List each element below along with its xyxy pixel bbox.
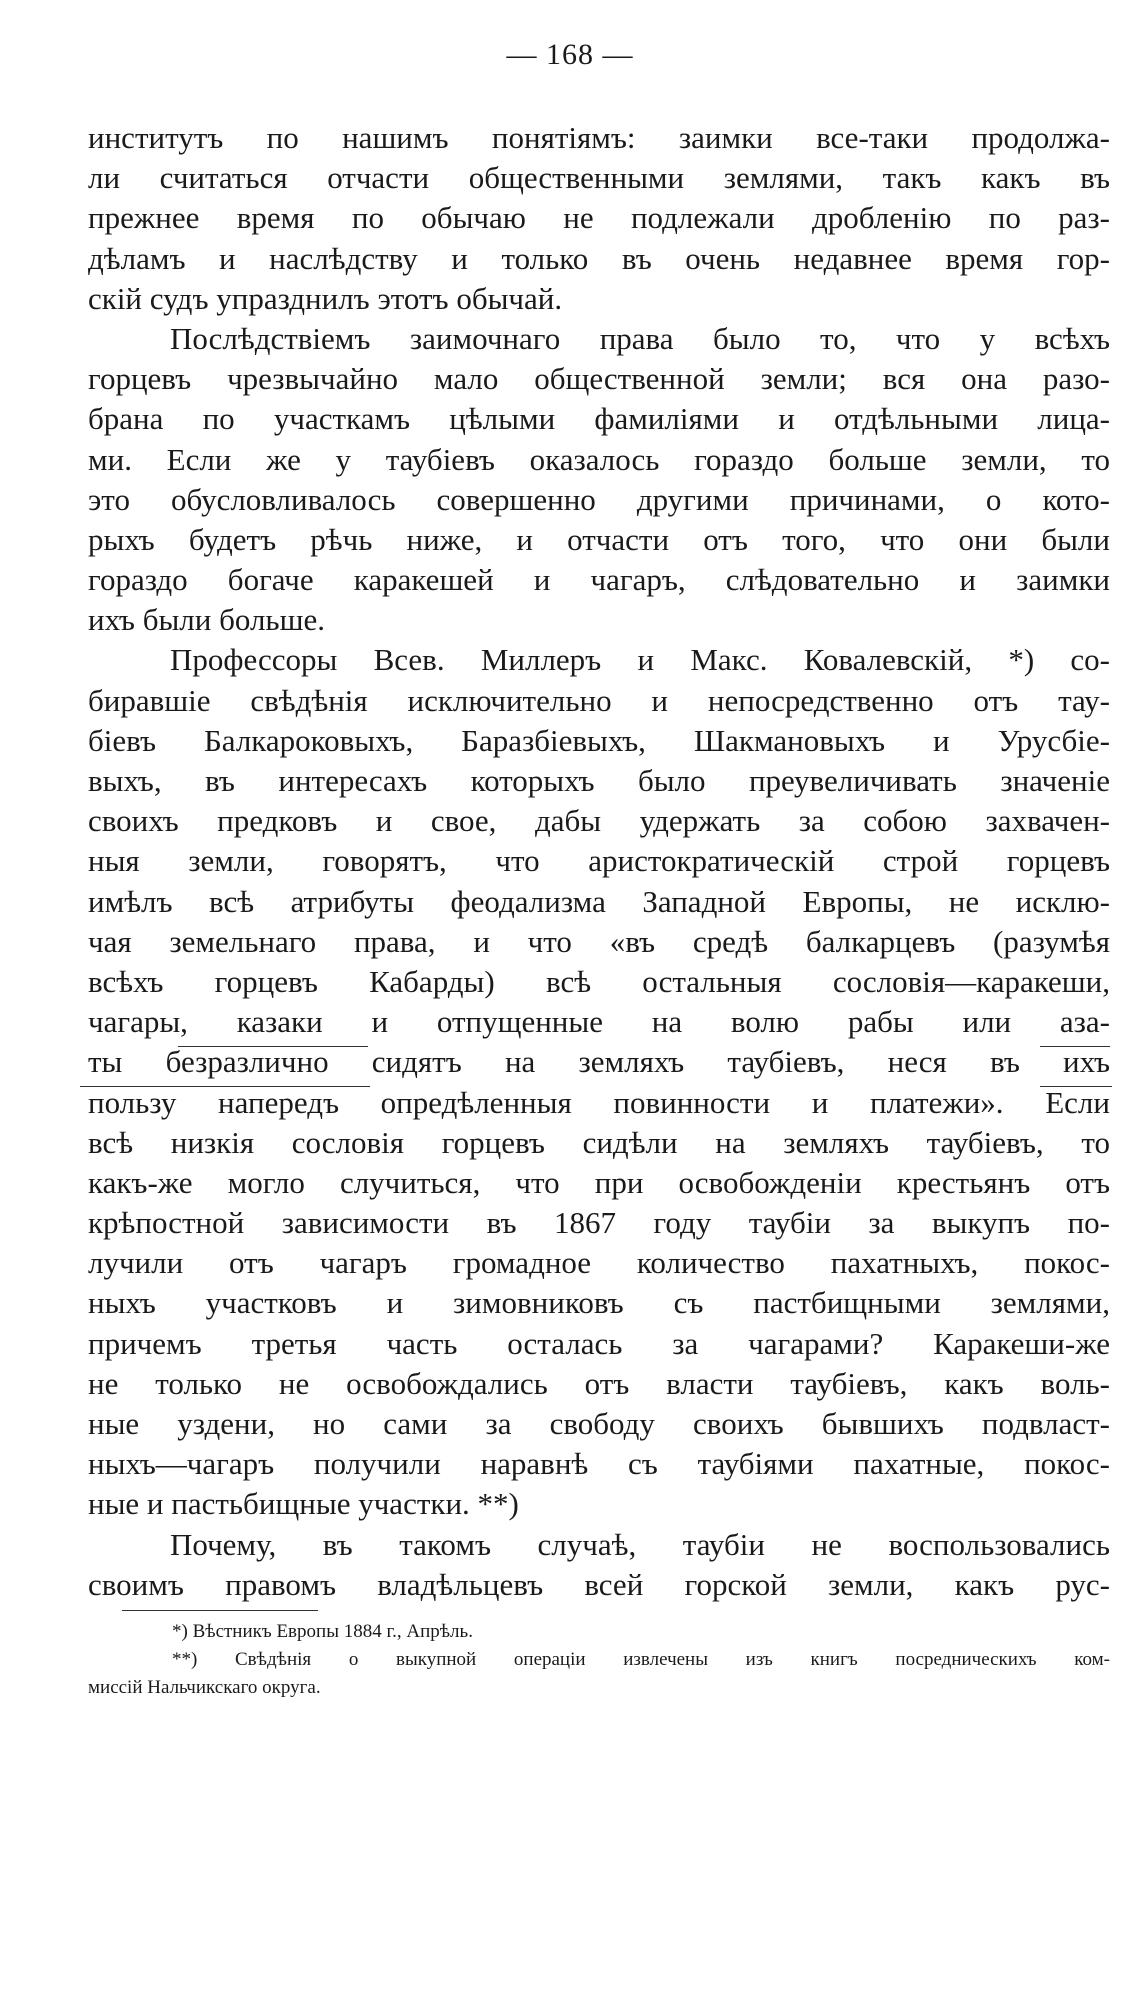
text-line: это обусловливалось совершенно другими причинами, о кото- (88, 481, 1110, 517)
text-line: причемъ третья часть осталась за чагарами? Каракеши-же (88, 1325, 1110, 1361)
text-line: ты безразлично сидятъ на земляхъ таубіевъ, неся въ ихъ (88, 1044, 1110, 1080)
text-line: ныя земли, говорятъ, что аристократическій строй горцевъ (88, 843, 1110, 879)
text-line: ные и пастьбищные участки. **) (88, 1486, 519, 1522)
pencil-underline-mark (178, 1046, 368, 1047)
text-line: не только не освобождались отъ власти таубіевъ, какъ воль- (88, 1365, 1110, 1401)
pencil-underline-mark (80, 1086, 370, 1087)
pencil-underline-mark (1040, 1086, 1112, 1087)
text-line: чая земельнаго права, и что «въ средѣ балкарцевъ (разумѣя (88, 923, 1110, 959)
text-line: ныхъ—чагаръ получили наравнѣ съ таубіями пахатные, покос- (88, 1446, 1110, 1482)
text-line: біевъ Балкароковыхъ, Баразбіевыхъ, Шакмановыхъ и Урусбіе- (88, 722, 1110, 758)
pencil-underline-mark (1040, 1046, 1110, 1047)
footnote-2: **) Свѣдѣнія о выкупной операціи извлечены изъ книгъ посредническихъ ком- (172, 1649, 1110, 1670)
text-line: чагары, казаки и отпущенные на волю рабы или аза- (88, 1004, 1110, 1040)
text-line: брана по участкамъ цѣлыми фамиліями и отдѣльными лица- (88, 401, 1110, 437)
paragraph-start-line: Послѣдствіемъ заимочнаго права было то, что у всѣхъ (170, 320, 1110, 356)
text-line: ми. Если же у таубіевъ оказалось гораздо больше земли, то (88, 441, 1110, 477)
text-line: дѣламъ и наслѣдству и только въ очень недавнее время гор- (88, 240, 1110, 276)
text-line: биравшіе свѣдѣнія исключительно и непосредственно отъ тау- (88, 682, 1110, 718)
paragraph-start-line: Профессоры Всев. Миллеръ и Макс. Ковалевскій, *) со- (170, 642, 1110, 678)
footnotes (88, 1618, 1110, 1702)
text-line: имѣлъ всѣ атрибуты феодализма Западной Европы, не исклю- (88, 883, 1110, 919)
paragraph-start-line: Почему, въ такомъ случаѣ, таубіи не воспользовались (170, 1526, 1110, 1562)
text-line: выхъ, въ интересахъ которыхъ было преувеличивать значеніе (88, 763, 1110, 798)
text-line: ныхъ участковъ и зимовниковъ съ пастбищными землями, (88, 1285, 1110, 1321)
text-line: институтъ по нашимъ понятіямъ: заимки все-таки продолжа- (88, 120, 1110, 155)
text-line: скій судъ упразднилъ этотъ обычай. (88, 280, 563, 316)
text-line: всѣхъ горцевъ Кабарды) всѣ остальныя сословія—каракеши, (88, 963, 1110, 999)
text-line: крѣпостной зависимости въ 1867 году таубіи за выкупъ по- (88, 1205, 1110, 1241)
text-line: гораздо богаче каракешей и чагаръ, слѣдовательно и заимки (88, 562, 1110, 598)
text-line: своихъ предковъ и свое, дабы удержать за собою захвачен- (88, 803, 1110, 839)
footnote-2-continuation: миссій Нальчикскаго округа. (88, 1677, 321, 1698)
text-line: всѣ низкія сословія горцевъ сидѣли на земляхъ таубіевъ, то (88, 1124, 1110, 1160)
text-line: своимъ правомъ владѣльцевъ всей горской земли, какъ рус- (88, 1566, 1110, 1602)
text-line: лучили отъ чагаръ громадное количество пахатныхъ, покос- (88, 1245, 1110, 1281)
footnote-1: *) Вѣстникъ Европы 1884 г., Апрѣль. (172, 1621, 473, 1642)
text-line: прежнее время по обычаю не подлежали дробленію по раз- (88, 200, 1110, 236)
text-line: ли считаться отчасти общественными землями, такъ какъ въ (88, 160, 1110, 196)
text-line: ихъ были больше. (88, 602, 325, 638)
text-line: горцевъ чрезвычайно мало общественной земли; вся она разо- (88, 361, 1110, 397)
page-number: — 168 — (506, 38, 634, 71)
footnote-separator (122, 1610, 318, 1611)
text-line: рыхъ будетъ рѣчь ниже, и отчасти отъ того, что они были (88, 521, 1110, 557)
text-line: ные уздени, но сами за свободу своихъ бывшихъ подвласт- (88, 1406, 1110, 1441)
body-text (88, 118, 1110, 1605)
text-line: пользу напередъ опредѣленныя повинности и платежи». Если (88, 1084, 1110, 1120)
text-line: какъ-же могло случиться, что при освобожденіи крестьянъ отъ (88, 1164, 1110, 1200)
